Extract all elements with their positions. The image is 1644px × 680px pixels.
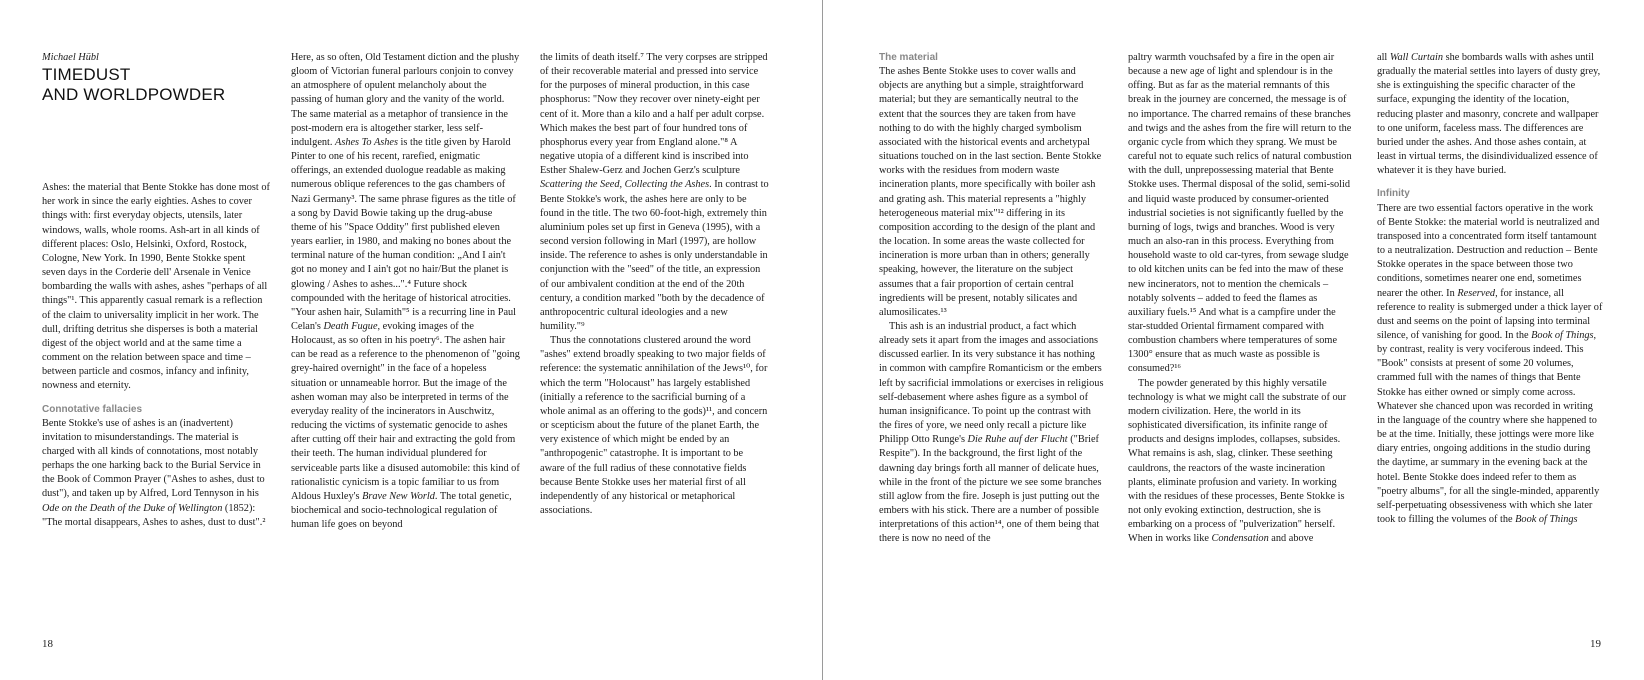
article-title-line-1: TIMEDUST <box>42 65 131 85</box>
section-heading-connotative-fallacies: Connotative fallacies <box>42 403 143 415</box>
page-number-right: 19 <box>1590 638 1601 650</box>
section-heading-infinity: Infinity <box>1377 188 1410 200</box>
column-3 <box>540 51 769 518</box>
intro-paragraph: Ashes: the material that Bente Stokke has done most of her work in since the early eighties. Ashes to cover things with: first everyday objects, utensils, later windows, walls, whole rooms. Ash-art in all kinds of different places: Oslo, Helsinki, Oxford, Rostock, Cologne, New York. In 1990, Bente Stokke spent seven days in the Corderie dell' Arsenale in Venice bombarding the walls with ashes, ashes "perhaps of all things"¹. This apparently casual remark is a reflection of the claim to universality implicit in her work. The dull, drifting detritus she disperses is both a material digest of the object world and at the same time a comment on the relation between space and time – between particle and cosmos, infancy and infinity, nowness and eternity. <box>42 182 270 392</box>
paragraph: Thus the connotations clustered around the word "ashes" extend broadly speaking to two major fields of reference: the systematic annihilation of the Jews¹⁰, for which the term "Holocaust" has largely established (initially a reference to the sacrificial burning of a whole animal as an offering to the gods)¹¹, and concern or scepticism about the future of the planet Earth, the very existence of which might be ended by an "anthropogenic" catastrophe. It is important to be aware of the full radius of these connotative fields because Bente Stokke uses her material first of all independently of any historical or metaphorical associations. <box>540 335 768 516</box>
book-spine <box>822 0 823 680</box>
column-1 <box>42 51 270 530</box>
section-heading-the-material: The material <box>879 52 938 63</box>
paragraph: The ashes Bente Stokke uses to cover walls and objects are anything but a simple, straightforward material; but they are semantically neutral to the extent that the sources they are taken from have nothing to do with the highly charged symbolism associated with the historical events and archetypal situations touched on in the last section. Bente Stokke works with the residues from modern waste incineration plants, more specifically with boiler ash and grating ash. This material represents a "highly heterogeneous material mix"¹² differing in its composition according to the design of the plant and the location. In some areas the waste collected for incineration is more urban than in others; generally speaking, however, the literature on the subject assumes that a fair proportion of certain central ingredients will be present, notably silicates and alumosilicates.¹³ <box>879 66 1102 318</box>
paragraph: Bente Stokke's use of ashes is an (inadvertent) invitation to misunderstandings. The material is charged with all kinds of connotations, most notably perhaps the one harking back to the Burial Service in the Book of Common Prayer ("Ashes to ashes, dust to dust"), and taken up by Alfred, Lord Tennyson in his Ode on the Death of the Duke of Wellington (1852): "The mortal disappears, Ashes to ashes, dust to dust".² <box>42 417 266 528</box>
page-number-left: 18 <box>42 638 53 650</box>
column-6 <box>1377 51 1603 527</box>
paragraph: This ash is an industrial product, a fact which already sets it apart from the images and associations discussed earlier. In its very substance it has nothing in common with campfire Romanticism or the embers left by sacrificial immolations or exercises in religious self-debasement where ashes figure as a symbol of human insignificance. To point up the contrast with the fires of yore, we need only recall a picture like Philipp Otto Runge's Die Ruhe auf der Flucht ("Brief Respite"). In the background, the first light of the dawning day brings forth all manner of delicate hues, while in the front of the picture we see some branches still aglow from the fire. Joseph is just putting out the embers with his stick. There are a number of possible interpretations of this action¹⁴, one of them being that there is now no need of the <box>879 320 1104 545</box>
column-4 <box>879 51 1105 546</box>
column-5 <box>1128 51 1354 546</box>
paragraph: There are two essential factors operative in the work of Bente Stokke: the material world is neutralized and transposed into a concentrated form itself tantamount to a neutralization. Destruction and reduction – Bente Stokke operates in the space between those two conditions, sometimes nearer one end, sometimes nearer the other. In Reserved, for instance, all reference to reality is submerged under a thick layer of dust and seems on the point of lapsing into terminal silence, of vanishing for good. In the Book of Things, by contrast, reality is very vociferous indeed. This "Book" consists at present of some 20 volumes, crammed full with the names of things that Bente Stokke has either owned or simply come across. Whatever she chanced upon was recorded in writing in the language of the country where she happened to be at the time. Initially, these jottings were more like diary entries, ongoing additions in the studio during the daytime, ar summary in the evening back at the hotel. Bente Stokke does indeed refer to them as "poetry albums", for all the single-minded, apparently self-perpetuating obsessiveness with which she later took to filling the volumes of the Book of Things <box>1377 202 1603 525</box>
author-name: Michael Hübl <box>42 52 99 63</box>
paragraph: Here, as so often, Old Testament diction and the plushy gloom of Victorian funeral parlours conjoin to convey an atmosphere of opulent melancholy about the passing of human glory and the vanity of the world. The same material as a metaphor of transience in the post-modern era is altogether starker, less self-indulgent. Ashes To Ashes is the title given by Harold Pinter to one of his recent, rarefied, enigmatic offerings, an extended duologue readable as making numerous oblique references to the gas chambers of Nazi Germany³. The same phrase figures as the title of a song by David Bowie taking up the drug-abuse theme of his "Space Oddity" first published eleven years earlier, in 1980, and making no bones about the terminal nature of the human condition: „And I ain't got no money and I ain't got no hair/But the planet is glowing / Ashes to ashes...".⁴ Future shock compounded with the heritage of historical atrocities. "Your ashen hair, Sulamith"⁵ is a recurring line in Paul Celan's Death Fugue, evoking images of the Holocaust, as so often in his poetry⁶. The ashen hair can be read as a reference to the phenomenon of "going grey-haired overnight" in the face of a hopeless situation or unnameable horror. But the image of the ashen woman may also be interpreted in terms of the everyday reality of the incinerators in Auschwitz, reducing the victims of systematic genocide to ashes after cutting off their hair and extracting the gold from their teeth. The human individual plundered for serviceable parts like a disused automobile: this kind of rationalistic cynicism is a topic familiar to us from Aldous Huxley's Brave New World. The total genetic, biochemical and socio-technological regulation of human life goes on beyond <box>291 52 520 531</box>
paragraph: paltry warmth vouchsafed by a fire in the open air because a new age of light and splendour is in the offing. But as far as the material remnants of this break in the journey are concerned, the message is of no importance. The charred remains of these branches and twigs and the ashes from the fire will return to the organic cycle from which they sprang. We must be careful not to equate such relics of natural combustion with the dull, unprepossessing material that Bente Stokke uses. Thermal disposal of the solid, semi-solid and liquid waste produced by consumer-oriented industrial societies is not significantly fuelled by the burning of logs, twigs and branches. Wood is very much an also-ran in this process. Everything from household waste to old car-tyres, from sewage sludge to old kitchen units can be fed into the maw of these new incinerators, not to mention the chemicals – notably solvents – added to feed the flames as auxiliary fuels.¹⁵ And what is a campfire under the star-studded Oriental firmament compared with combustion chambers where temperatures of some 1300° ensure that as much waste as possible is consumed?¹⁶ <box>1128 52 1352 375</box>
column-2 <box>291 51 520 532</box>
paragraph: the limits of death itself.⁷ The very corpses are stripped of their recoverable material and pressed into service for the purposes of mineral production, in this case phosphorus: "Now they recover over ninety-eight per cent of it. More than a kilo and a half per adult corpse. Which makes the best part of four hundred tons of phosphorus every year from England alone."⁸ A negative utopia of a different kind is inscribed into Esther Shalew-Gerz and Jochen Gerz's sculpture Scattering the Seed, Collecting the Ashes. In contrast to Bente Stokke's work, the ashes here are only to be found in the title. The two 60-foot-high, extremely thin aluminium poles set up first in Geneva (1995), with a second version following in Marl (1997), are hollow inside. The reference to ashes is only understandable in conjunction with the "seed" of the title, an expression of our ambivalent condition at the end of the 20th century, a condition marked "both by the decadence of anthropocentric cultural ideologies and a new humility."⁹ <box>540 52 769 332</box>
paragraph: The powder generated by this highly versatile technology is what we might call the substrate of our modern civilization. Here, the world in its sophisticated diversification, its infinite range of products and designs implodes, collapses, subsides. What remains is ash, slag, clinker. These seething cauldrons, the reactors of the waste incineration plants, eliminate profusion and variety. In working with the residues of these processes, Bente Stokke is not only evoking extinction, destruction, she is embarking on a process of "pulverization" herself. When in works like Condensation and above <box>1128 377 1347 545</box>
article-title-line-2: AND WORLDPOWDER <box>42 85 226 105</box>
paragraph: all Wall Curtain she bombards walls with ashes until gradually the material settles into layers of dusty grey, she is extinguishing the specific character of the surface, expunging the identity of the location, reducing plaster and masonry, concrete and wallpaper to one uniform, faceless mass. The differences are buried under the ashes. And those ashes contain, at least in virtual terms, the disindividualized essence of whatever it is they have buried. <box>1377 52 1601 177</box>
